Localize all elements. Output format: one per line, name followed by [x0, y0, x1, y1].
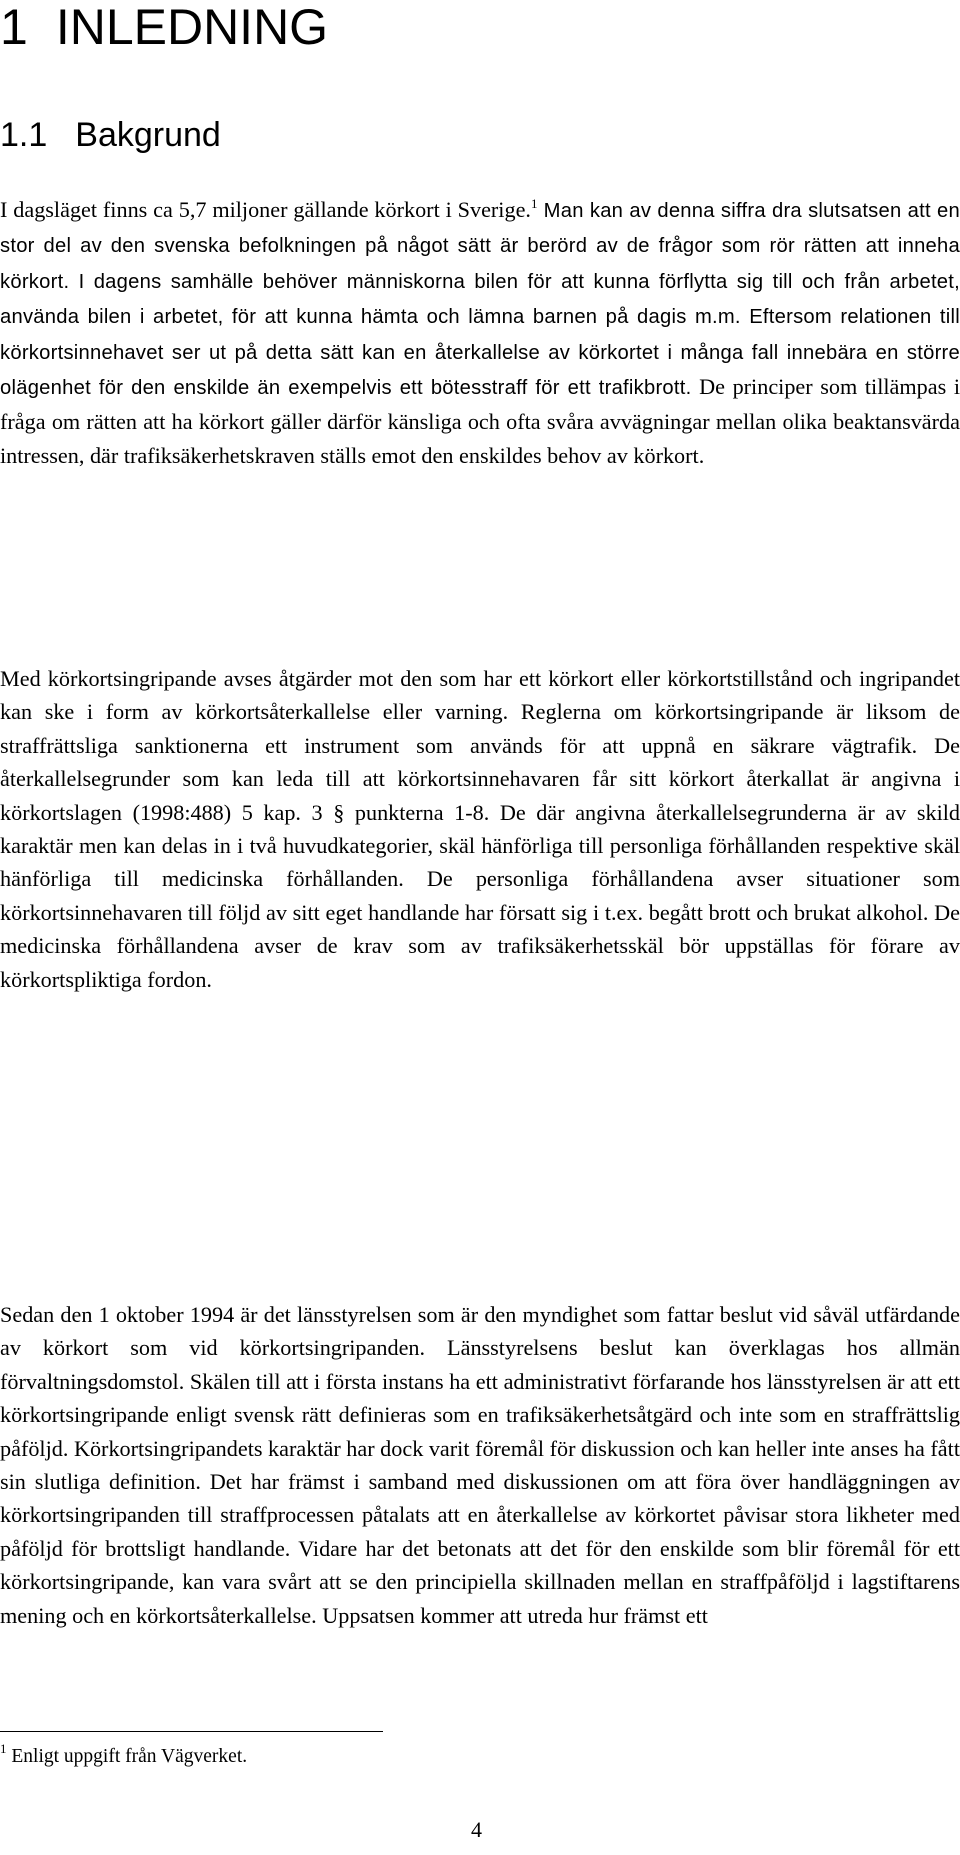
paragraph-background-intro	[0, 193, 960, 472]
paragraph-text: De principer som tillämpas i fråga om rätten att ha körkort gäller därför känsliga och ofta svåra avvägningar mellan olika beaktansvärda intressen, där trafiksäkerhetskraven ställs emot den enskildes behov av körkort.	[0, 374, 960, 468]
chapter-title: INLEDNING	[55, 0, 329, 55]
chapter-number: 1	[0, 0, 28, 55]
paragraph-text-sans: Man kan av denna siffra dra slutsatsen att en stor del av den svenska befolkningen på något sätt är berörd av de frågor som rör rätten att inneha körkort. I dagens samhälle behöver människorna bilen för att kunna förflytta sig till och från arbetet, använda bilen i arbetet, för att kunna hämta och lämna barnen på dagis m.m.	[0, 200, 960, 329]
chapter-heading	[0, 0, 328, 54]
footnote	[0, 1743, 247, 1771]
footnote-text: Enligt uppgift från Vägverket.	[11, 1746, 248, 1767]
footnote-reference[interactable]: 1	[530, 196, 538, 211]
section-title: Bakgrund	[75, 116, 221, 154]
paragraph-text-sans: Eftersom relationen till körkortsinnehavet ser ut på detta sätt kan en återkallelse av körkortet i många fall innebära en större olägenhet för den enskilde än exempelvis ett bötesstraff för ett trafikbrott.	[0, 306, 960, 400]
section-heading	[0, 115, 221, 155]
section-number: 1.1	[0, 116, 48, 154]
paragraph-text: I dagsläget finns ca 5,7 miljoner gällande körkort i Sverige.	[0, 197, 531, 222]
page-number: 4	[471, 1817, 482, 1842]
footnote-number: 1	[0, 1741, 7, 1756]
paragraph-license-intervention: Med körkortsingripande avses åtgärder mot den som har ett körkort eller körkortstillstånd och ingripandet kan ske i form av körkortsåterkallelse eller varning. Reglerna om körkortsingripande är liksom de straffrättsliga sanktionerna ett instrument som används för att uppnå en säkrare vägtrafik. De återkallelsegrunder som kan leda till att körkortsinnehavaren får sitt körkort återkallat är angivna i körkortslagen (1998:488) 5 kap. 3 § punkterna 1-8. De där angivna återkallelsegrunderna är av skild karaktär men kan delas in i två huvudkategorier, skäl hänförliga till personliga förhållanden respektive skäl hänförliga till medicinska förhållanden. De personliga förhållandena avser situationer som körkortsinnehavaren till följd av sitt eget handlande har försatt sig i t.ex. begått brott och brukat alkohol. De medicinska förhållandena avser de krav som av trafiksäkerhetsskäl bör uppställas för förare av körkortspliktiga fordon.	[0, 666, 960, 992]
paragraph-county-board: Sedan den 1 oktober 1994 är det länsstyrelsen som är den myndighet som fattar beslut vid såväl utfärdande av körkort som vid körkortsingripanden. Länsstyrelsens beslut kan överklagas hos allmän förvaltningsdomstol. Skälen till att i första instans ha ett administrativt förfarande hos länsstyrelsen är att ett körkortsingripande enligt svensk rätt definieras som en trafiksäkerhetsåtgärd och inte som en straffrättslig påföljd. Körkortsingripandets karaktär har dock varit föremål för diskussion och kan heller inte anses ha fått sin slutliga definition. Det har främst i samband med diskussionen om att föra över handläggningen av körkortsingripanden till straffprocessen påtalats att en återkallelse av körkortet påvisar stora likheter med påföljd för brottsligt handlande. Vidare har det betonats att det för den enskilde som blir föremål för ett körkortsingripande, kan vara svårt att se den principiella skillnaden mellan en straffpåföljd i lagstiftarens mening och en körkortsåterkallelse. Uppsatsen kommer att utreda hur främst ett	[0, 1302, 960, 1628]
footnote-divider	[0, 1731, 383, 1732]
